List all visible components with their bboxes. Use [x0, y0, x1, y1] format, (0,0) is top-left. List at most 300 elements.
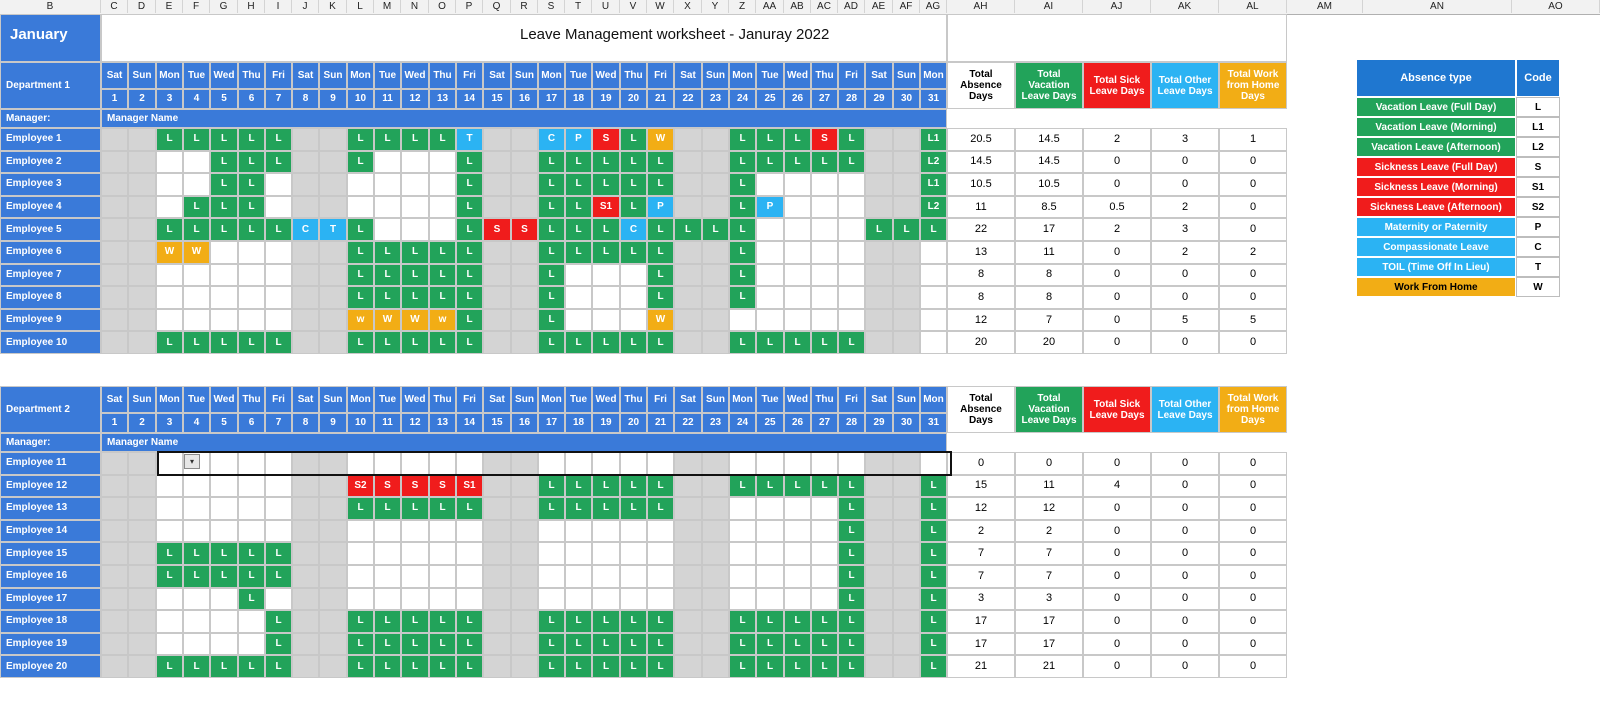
dept1-day-cell-r5-d1[interactable] [101, 218, 128, 241]
dept1-day-cell-r6-d10[interactable]: L [347, 241, 374, 264]
dept2-day-cell-r4-d14[interactable] [456, 520, 483, 543]
dept1-employee-name-8[interactable]: Employee 8 [0, 286, 101, 309]
dept2-manager-name[interactable]: Manager Name [101, 433, 947, 452]
dept2-total-r2-c2[interactable]: 11 [1015, 475, 1083, 498]
column-header-AD[interactable]: AD [838, 0, 865, 13]
dept2-day-cell-r6-d22[interactable] [674, 565, 702, 588]
dept1-day-cell-r6-d14[interactable]: L [456, 241, 483, 264]
dept1-total-r2-c4[interactable]: 0 [1151, 151, 1219, 174]
dept2-day-cell-r2-d9[interactable] [319, 475, 347, 498]
dept1-day-cell-r2-d28[interactable]: L [838, 151, 865, 174]
dept1-day-cell-r9-d7[interactable] [265, 309, 292, 332]
dept2-day-cell-r3-d6[interactable] [238, 497, 265, 520]
dept2-total-r8-c5[interactable]: 0 [1219, 610, 1287, 633]
column-header-AN[interactable]: AN [1363, 0, 1512, 13]
dept1-day-cell-r4-d19[interactable]: S1 [592, 196, 620, 219]
dept1-day-cell-r4-d14[interactable]: L [456, 196, 483, 219]
dept1-day-cell-r6-d5[interactable] [210, 241, 238, 264]
dept2-day-cell-r5-d12[interactable] [401, 542, 429, 565]
dept2-day-cell-r4-d21[interactable] [647, 520, 674, 543]
dept2-day-cell-r8-d6[interactable] [238, 610, 265, 633]
dept1-day-cell-r2-d17[interactable]: L [538, 151, 565, 174]
dept1-day-cell-r6-d11[interactable]: L [374, 241, 401, 264]
dept1-day-cell-r4-d24[interactable]: L [729, 196, 756, 219]
dept2-day-cell-r5-d25[interactable] [756, 542, 784, 565]
dept2-day-cell-r6-d17[interactable] [538, 565, 565, 588]
dept1-day-cell-r2-d12[interactable] [401, 151, 429, 174]
dept1-employee-name-9[interactable]: Employee 9 [0, 309, 101, 332]
dept2-day-cell-r2-d16[interactable] [511, 475, 538, 498]
dept2-day-cell-r3-d15[interactable] [483, 497, 511, 520]
dept2-day-cell-r1-d18[interactable] [565, 452, 592, 475]
dept2-day-cell-r9-d28[interactable]: L [838, 633, 865, 656]
dept1-total-r1-c1[interactable]: 20.5 [947, 128, 1015, 151]
dept1-total-r7-c3[interactable]: 0 [1083, 264, 1151, 287]
dept2-day-cell-r1-d23[interactable] [702, 452, 729, 475]
dept1-day-cell-r7-d22[interactable] [674, 264, 702, 287]
dept2-day-cell-r6-d2[interactable] [128, 565, 156, 588]
dept2-day-cell-r10-d6[interactable]: L [238, 655, 265, 678]
dept2-day-cell-r10-d10[interactable]: L [347, 655, 374, 678]
dept1-day-cell-r9-d4[interactable] [183, 309, 210, 332]
dept1-day-cell-r8-d19[interactable] [592, 286, 620, 309]
dept1-day-cell-r10-d31[interactable] [920, 331, 947, 354]
dept2-day-cell-r7-d23[interactable] [702, 588, 729, 611]
dept2-day-cell-r8-d13[interactable]: L [429, 610, 456, 633]
dept1-day-cell-r1-d28[interactable]: L [838, 128, 865, 151]
column-header-G[interactable]: G [210, 0, 238, 13]
dept1-day-cell-r9-d12[interactable]: W [401, 309, 429, 332]
dept2-day-cell-r6-d28[interactable]: L [838, 565, 865, 588]
dept1-day-cell-r9-d2[interactable] [128, 309, 156, 332]
dept1-day-cell-r7-d28[interactable] [838, 264, 865, 287]
dept1-day-cell-r10-d2[interactable] [128, 331, 156, 354]
dept2-day-cell-r6-d7[interactable]: L [265, 565, 292, 588]
dept1-total-r8-c4[interactable]: 0 [1151, 286, 1219, 309]
dept1-day-cell-r9-d20[interactable] [620, 309, 647, 332]
dept2-total-r10-c5[interactable]: 0 [1219, 655, 1287, 678]
dept1-day-cell-r8-d1[interactable] [101, 286, 128, 309]
dept1-day-cell-r3-d30[interactable] [893, 173, 920, 196]
dept2-day-cell-r6-d23[interactable] [702, 565, 729, 588]
dept1-day-cell-r5-d9[interactable]: T [319, 218, 347, 241]
dept1-day-cell-r8-d18[interactable] [565, 286, 592, 309]
dept2-total-r4-c5[interactable]: 0 [1219, 520, 1287, 543]
dept2-day-cell-r10-d24[interactable]: L [729, 655, 756, 678]
dept1-day-cell-r10-d22[interactable] [674, 331, 702, 354]
dept2-day-cell-r5-d11[interactable] [374, 542, 401, 565]
dept1-day-cell-r2-d10[interactable]: L [347, 151, 374, 174]
dept1-day-cell-r4-d28[interactable] [838, 196, 865, 219]
dept1-day-cell-r7-d14[interactable]: L [456, 264, 483, 287]
dept1-day-cell-r5-d18[interactable]: L [565, 218, 592, 241]
dept1-day-cell-r9-d15[interactable] [483, 309, 511, 332]
dept2-day-cell-r9-d27[interactable]: L [811, 633, 838, 656]
dept2-day-cell-r2-d17[interactable]: L [538, 475, 565, 498]
dept1-day-cell-r6-d2[interactable] [128, 241, 156, 264]
dept1-day-cell-r10-d12[interactable]: L [401, 331, 429, 354]
dept2-day-cell-r3-d1[interactable] [101, 497, 128, 520]
dept2-day-cell-r4-d3[interactable] [156, 520, 183, 543]
dept2-day-cell-r3-d29[interactable] [865, 497, 893, 520]
dept2-total-r4-c1[interactable]: 2 [947, 520, 1015, 543]
dept1-day-cell-r5-d20[interactable]: C [620, 218, 647, 241]
dept2-day-cell-r2-d18[interactable]: L [565, 475, 592, 498]
dept2-day-cell-r4-d24[interactable] [729, 520, 756, 543]
dept1-day-cell-r1-d6[interactable]: L [238, 128, 265, 151]
dept2-day-cell-r3-d30[interactable] [893, 497, 920, 520]
dept2-day-cell-r8-d15[interactable] [483, 610, 511, 633]
dept1-day-cell-r3-d4[interactable] [183, 173, 210, 196]
dept1-day-cell-r7-d17[interactable]: L [538, 264, 565, 287]
dept1-total-r1-c3[interactable]: 2 [1083, 128, 1151, 151]
dept2-day-cell-r9-d9[interactable] [319, 633, 347, 656]
dept1-day-cell-r10-d10[interactable]: L [347, 331, 374, 354]
dept1-day-cell-r4-d18[interactable]: L [565, 196, 592, 219]
dept2-total-r5-c3[interactable]: 0 [1083, 542, 1151, 565]
dept1-day-cell-r10-d13[interactable]: L [429, 331, 456, 354]
dept1-day-cell-r1-d31[interactable]: L1 [920, 128, 947, 151]
column-header-W[interactable]: W [647, 0, 674, 13]
dept2-day-cell-r7-d15[interactable] [483, 588, 511, 611]
dept1-day-cell-r3-d6[interactable]: L [238, 173, 265, 196]
dept2-day-cell-r1-d6[interactable] [238, 452, 265, 475]
dept1-day-cell-r2-d6[interactable]: L [238, 151, 265, 174]
dept1-day-cell-r8-d25[interactable] [756, 286, 784, 309]
dept2-day-cell-r2-d24[interactable]: L [729, 475, 756, 498]
dept2-day-cell-r4-d8[interactable] [292, 520, 319, 543]
dept1-employee-name-7[interactable]: Employee 7 [0, 264, 101, 287]
column-header-row[interactable] [0, 0, 1600, 15]
dept1-day-cell-r4-d20[interactable]: L [620, 196, 647, 219]
dept1-day-cell-r2-d2[interactable] [128, 151, 156, 174]
dept2-day-cell-r4-d13[interactable] [429, 520, 456, 543]
dept1-day-cell-r7-d18[interactable] [565, 264, 592, 287]
dept1-day-cell-r7-d31[interactable] [920, 264, 947, 287]
dept1-day-cell-r5-d7[interactable]: L [265, 218, 292, 241]
dept2-day-cell-r3-d12[interactable]: L [401, 497, 429, 520]
dept2-day-cell-r3-d26[interactable] [784, 497, 811, 520]
dept1-day-cell-r1-d14[interactable]: T [456, 128, 483, 151]
dept1-total-r3-c3[interactable]: 0 [1083, 173, 1151, 196]
dept2-day-cell-r2-d27[interactable]: L [811, 475, 838, 498]
dept2-day-cell-r6-d30[interactable] [893, 565, 920, 588]
dept1-day-cell-r5-d29[interactable]: L [865, 218, 893, 241]
dept1-day-cell-r4-d25[interactable]: P [756, 196, 784, 219]
dept1-day-cell-r1-d4[interactable]: L [183, 128, 210, 151]
dept2-day-cell-r8-d25[interactable]: L [756, 610, 784, 633]
dept1-day-cell-r9-d19[interactable] [592, 309, 620, 332]
dept2-employee-name-1[interactable]: Employee 11 [0, 452, 101, 475]
dept2-day-cell-r5-d14[interactable] [456, 542, 483, 565]
dept2-day-cell-r4-d18[interactable] [565, 520, 592, 543]
dept2-total-r5-c1[interactable]: 7 [947, 542, 1015, 565]
dept1-day-cell-r5-d14[interactable]: L [456, 218, 483, 241]
dept2-day-cell-r1-d25[interactable] [756, 452, 784, 475]
dept2-day-cell-r5-d4[interactable]: L [183, 542, 210, 565]
dept1-day-cell-r4-d9[interactable] [319, 196, 347, 219]
dept1-day-cell-r7-d27[interactable] [811, 264, 838, 287]
dept2-day-cell-r7-d31[interactable]: L [920, 588, 947, 611]
dept2-day-cell-r7-d11[interactable] [374, 588, 401, 611]
dept2-day-cell-r5-d23[interactable] [702, 542, 729, 565]
dept1-day-cell-r9-d22[interactable] [674, 309, 702, 332]
dept1-day-cell-r9-d18[interactable] [565, 309, 592, 332]
dept2-day-cell-r2-d13[interactable]: S [429, 475, 456, 498]
dept2-day-cell-r6-d8[interactable] [292, 565, 319, 588]
dept1-day-cell-r5-d2[interactable] [128, 218, 156, 241]
dept2-day-cell-r1-d29[interactable] [865, 452, 893, 475]
dept2-day-cell-r6-d31[interactable]: L [920, 565, 947, 588]
column-header-F[interactable]: F [183, 0, 210, 13]
dept1-day-cell-r6-d8[interactable] [292, 241, 319, 264]
dept1-day-cell-r7-d24[interactable]: L [729, 264, 756, 287]
column-header-AF[interactable]: AF [893, 0, 920, 13]
dept2-total-r5-c5[interactable]: 0 [1219, 542, 1287, 565]
dept2-day-cell-r1-d10[interactable] [347, 452, 374, 475]
dept2-day-cell-r7-d2[interactable] [128, 588, 156, 611]
dept1-day-cell-r2-d26[interactable]: L [784, 151, 811, 174]
dept2-day-cell-r5-d2[interactable] [128, 542, 156, 565]
dept2-total-r5-c4[interactable]: 0 [1151, 542, 1219, 565]
dept2-day-cell-r8-d27[interactable]: L [811, 610, 838, 633]
dept2-day-cell-r7-d9[interactable] [319, 588, 347, 611]
column-header-T[interactable]: T [565, 0, 592, 13]
dept2-day-cell-r2-d10[interactable]: S2 [347, 475, 374, 498]
dept1-day-cell-r5-d25[interactable] [756, 218, 784, 241]
dept2-day-cell-r3-d4[interactable] [183, 497, 210, 520]
dept2-total-r7-c3[interactable]: 0 [1083, 588, 1151, 611]
dept1-day-cell-r3-d1[interactable] [101, 173, 128, 196]
dept1-day-cell-r6-d22[interactable] [674, 241, 702, 264]
dept1-total-r7-c4[interactable]: 0 [1151, 264, 1219, 287]
dept1-day-cell-r7-d9[interactable] [319, 264, 347, 287]
dept2-day-cell-r8-d5[interactable] [210, 610, 238, 633]
dept1-day-cell-r9-d26[interactable] [784, 309, 811, 332]
dept1-day-cell-r2-d8[interactable] [292, 151, 319, 174]
dept1-day-cell-r9-d13[interactable]: w [429, 309, 456, 332]
dept2-day-cell-r4-d16[interactable] [511, 520, 538, 543]
dept2-day-cell-r10-d26[interactable]: L [784, 655, 811, 678]
dept1-day-cell-r9-d14[interactable]: L [456, 309, 483, 332]
dept1-day-cell-r4-d4[interactable]: L [183, 196, 210, 219]
dept1-day-cell-r7-d19[interactable] [592, 264, 620, 287]
dept2-day-cell-r10-d18[interactable]: L [565, 655, 592, 678]
dept1-day-cell-r3-d31[interactable]: L1 [920, 173, 947, 196]
dept1-day-cell-r8-d23[interactable] [702, 286, 729, 309]
dept2-day-cell-r3-d7[interactable] [265, 497, 292, 520]
dept1-day-cell-r1-d26[interactable]: L [784, 128, 811, 151]
dept2-total-r4-c4[interactable]: 0 [1151, 520, 1219, 543]
dept1-day-cell-r10-d18[interactable]: L [565, 331, 592, 354]
dept2-employee-name-4[interactable]: Employee 14 [0, 520, 101, 543]
dept1-day-cell-r7-d29[interactable] [865, 264, 893, 287]
dept2-day-cell-r2-d22[interactable] [674, 475, 702, 498]
dept1-day-cell-r8-d14[interactable]: L [456, 286, 483, 309]
dept1-day-cell-r7-d4[interactable] [183, 264, 210, 287]
dept2-total-r2-c3[interactable]: 4 [1083, 475, 1151, 498]
dept2-day-cell-r8-d9[interactable] [319, 610, 347, 633]
dept1-day-cell-r7-d11[interactable]: L [374, 264, 401, 287]
dept2-day-cell-r7-d27[interactable] [811, 588, 838, 611]
dept2-day-cell-r8-d11[interactable]: L [374, 610, 401, 633]
dept2-day-cell-r7-d16[interactable] [511, 588, 538, 611]
dept2-total-r6-c4[interactable]: 0 [1151, 565, 1219, 588]
dept1-day-cell-r2-d23[interactable] [702, 151, 729, 174]
column-header-Z[interactable]: Z [729, 0, 756, 13]
dept2-day-cell-r2-d20[interactable]: L [620, 475, 647, 498]
dept2-day-cell-r4-d25[interactable] [756, 520, 784, 543]
dept1-day-cell-r8-d17[interactable]: L [538, 286, 565, 309]
dept2-day-cell-r5-d18[interactable] [565, 542, 592, 565]
dept1-day-cell-r6-d15[interactable] [483, 241, 511, 264]
dept2-day-cell-r3-d28[interactable]: L [838, 497, 865, 520]
dept2-total-r10-c1[interactable]: 21 [947, 655, 1015, 678]
column-header-AG[interactable]: AG [920, 0, 947, 13]
dept1-total-r8-c2[interactable]: 8 [1015, 286, 1083, 309]
dept2-day-cell-r7-d13[interactable] [429, 588, 456, 611]
dept1-day-cell-r6-d18[interactable]: L [565, 241, 592, 264]
dept2-day-cell-r1-d8[interactable] [292, 452, 319, 475]
dept2-day-cell-r4-d2[interactable] [128, 520, 156, 543]
dept1-total-r10-c2[interactable]: 20 [1015, 331, 1083, 354]
dept1-day-cell-r8-d31[interactable] [920, 286, 947, 309]
dept1-day-cell-r7-d10[interactable]: L [347, 264, 374, 287]
dept2-day-cell-r9-d18[interactable]: L [565, 633, 592, 656]
dept2-day-cell-r4-d28[interactable]: L [838, 520, 865, 543]
dept1-day-cell-r6-d7[interactable] [265, 241, 292, 264]
dept1-day-cell-r1-d20[interactable]: L [620, 128, 647, 151]
dept2-day-cell-r4-d23[interactable] [702, 520, 729, 543]
dept1-day-cell-r9-d31[interactable] [920, 309, 947, 332]
dept1-day-cell-r8-d16[interactable] [511, 286, 538, 309]
dept2-day-cell-r1-d31[interactable] [920, 452, 947, 475]
dept1-day-cell-r9-d1[interactable] [101, 309, 128, 332]
dept1-day-cell-r4-d12[interactable] [401, 196, 429, 219]
dept2-day-cell-r4-d5[interactable] [210, 520, 238, 543]
dept1-day-cell-r7-d16[interactable] [511, 264, 538, 287]
dept2-day-cell-r8-d26[interactable]: L [784, 610, 811, 633]
dept2-day-cell-r4-d19[interactable] [592, 520, 620, 543]
dept2-day-cell-r1-d1[interactable] [101, 452, 128, 475]
dept1-day-cell-r10-d20[interactable]: L [620, 331, 647, 354]
column-header-M[interactable]: M [374, 0, 401, 13]
dept1-day-cell-r7-d21[interactable]: L [647, 264, 674, 287]
dept2-day-cell-r1-d17[interactable] [538, 452, 565, 475]
dept2-day-cell-r5-d26[interactable] [784, 542, 811, 565]
dept2-day-cell-r7-d8[interactable] [292, 588, 319, 611]
dept1-day-cell-r10-d16[interactable] [511, 331, 538, 354]
dept2-day-cell-r5-d7[interactable]: L [265, 542, 292, 565]
dept1-day-cell-r4-d22[interactable] [674, 196, 702, 219]
dept1-day-cell-r8-d6[interactable] [238, 286, 265, 309]
dept1-day-cell-r7-d7[interactable] [265, 264, 292, 287]
dept1-day-cell-r10-d19[interactable]: L [592, 331, 620, 354]
dept1-day-cell-r7-d3[interactable] [156, 264, 183, 287]
dept1-day-cell-r3-d13[interactable] [429, 173, 456, 196]
dept2-day-cell-r5-d16[interactable] [511, 542, 538, 565]
dept1-day-cell-r4-d17[interactable]: L [538, 196, 565, 219]
dept1-day-cell-r7-d15[interactable] [483, 264, 511, 287]
dept1-day-cell-r2-d13[interactable] [429, 151, 456, 174]
dept1-day-cell-r8-d22[interactable] [674, 286, 702, 309]
dept1-day-cell-r8-d15[interactable] [483, 286, 511, 309]
dept2-total-r2-c4[interactable]: 0 [1151, 475, 1219, 498]
dept2-day-cell-r6-d24[interactable] [729, 565, 756, 588]
dept2-day-cell-r6-d26[interactable] [784, 565, 811, 588]
dept1-day-cell-r4-d30[interactable] [893, 196, 920, 219]
dept1-day-cell-r5-d30[interactable]: L [893, 218, 920, 241]
dept1-day-cell-r5-d23[interactable]: L [702, 218, 729, 241]
dept2-day-cell-r5-d20[interactable] [620, 542, 647, 565]
dept2-day-cell-r8-d7[interactable]: L [265, 610, 292, 633]
dept2-day-cell-r2-d30[interactable] [893, 475, 920, 498]
dept1-day-cell-r5-d28[interactable] [838, 218, 865, 241]
dept2-day-cell-r3-d8[interactable] [292, 497, 319, 520]
dept1-total-r2-c5[interactable]: 0 [1219, 151, 1287, 174]
dept1-day-cell-r8-d29[interactable] [865, 286, 893, 309]
dept1-day-cell-r5-d10[interactable]: L [347, 218, 374, 241]
dept2-day-cell-r3-d13[interactable]: L [429, 497, 456, 520]
dept1-day-cell-r5-d22[interactable]: L [674, 218, 702, 241]
dept2-day-cell-r4-d27[interactable] [811, 520, 838, 543]
dept1-day-cell-r7-d2[interactable] [128, 264, 156, 287]
dept1-day-cell-r10-d28[interactable]: L [838, 331, 865, 354]
dept1-day-cell-r10-d21[interactable]: L [647, 331, 674, 354]
dept1-day-cell-r6-d9[interactable] [319, 241, 347, 264]
dept1-day-cell-r5-d26[interactable] [784, 218, 811, 241]
column-header-AK[interactable]: AK [1151, 0, 1219, 13]
dept2-day-cell-r6-d10[interactable] [347, 565, 374, 588]
dept1-day-cell-r9-d10[interactable]: w [347, 309, 374, 332]
dept2-day-cell-r7-d10[interactable] [347, 588, 374, 611]
dept1-day-cell-r2-d9[interactable] [319, 151, 347, 174]
dept1-day-cell-r4-d13[interactable] [429, 196, 456, 219]
dept2-day-cell-r8-d10[interactable]: L [347, 610, 374, 633]
dept1-day-cell-r1-d9[interactable] [319, 128, 347, 151]
dept2-day-cell-r8-d23[interactable] [702, 610, 729, 633]
dept2-total-r4-c2[interactable]: 2 [1015, 520, 1083, 543]
dept1-day-cell-r7-d30[interactable] [893, 264, 920, 287]
dept1-day-cell-r8-d3[interactable] [156, 286, 183, 309]
dept1-total-r2-c1[interactable]: 14.5 [947, 151, 1015, 174]
dept1-day-cell-r8-d13[interactable]: L [429, 286, 456, 309]
column-header-AB[interactable]: AB [784, 0, 811, 13]
dept2-total-r7-c2[interactable]: 3 [1015, 588, 1083, 611]
dept1-day-cell-r1-d13[interactable]: L [429, 128, 456, 151]
column-header-C[interactable]: C [101, 0, 128, 13]
dept1-day-cell-r3-d26[interactable] [784, 173, 811, 196]
dept1-day-cell-r9-d9[interactable] [319, 309, 347, 332]
dept2-day-cell-r7-d14[interactable] [456, 588, 483, 611]
column-header-N[interactable]: N [401, 0, 429, 13]
dept1-day-cell-r9-d17[interactable]: L [538, 309, 565, 332]
dept2-day-cell-r10-d25[interactable]: L [756, 655, 784, 678]
dept1-day-cell-r5-d8[interactable]: C [292, 218, 319, 241]
dept1-day-cell-r2-d15[interactable] [483, 151, 511, 174]
dept2-day-cell-r5-d19[interactable] [592, 542, 620, 565]
dept2-day-cell-r8-d20[interactable]: L [620, 610, 647, 633]
dept2-day-cell-r9-d5[interactable] [210, 633, 238, 656]
dept2-day-cell-r2-d11[interactable]: S [374, 475, 401, 498]
dept2-total-r9-c3[interactable]: 0 [1083, 633, 1151, 656]
dept1-day-cell-r3-d14[interactable]: L [456, 173, 483, 196]
dept1-day-cell-r7-d20[interactable] [620, 264, 647, 287]
dept2-day-cell-r3-d3[interactable] [156, 497, 183, 520]
dept2-day-cell-r6-d20[interactable] [620, 565, 647, 588]
dept2-day-cell-r5-d9[interactable] [319, 542, 347, 565]
dept2-day-cell-r7-d28[interactable]: L [838, 588, 865, 611]
